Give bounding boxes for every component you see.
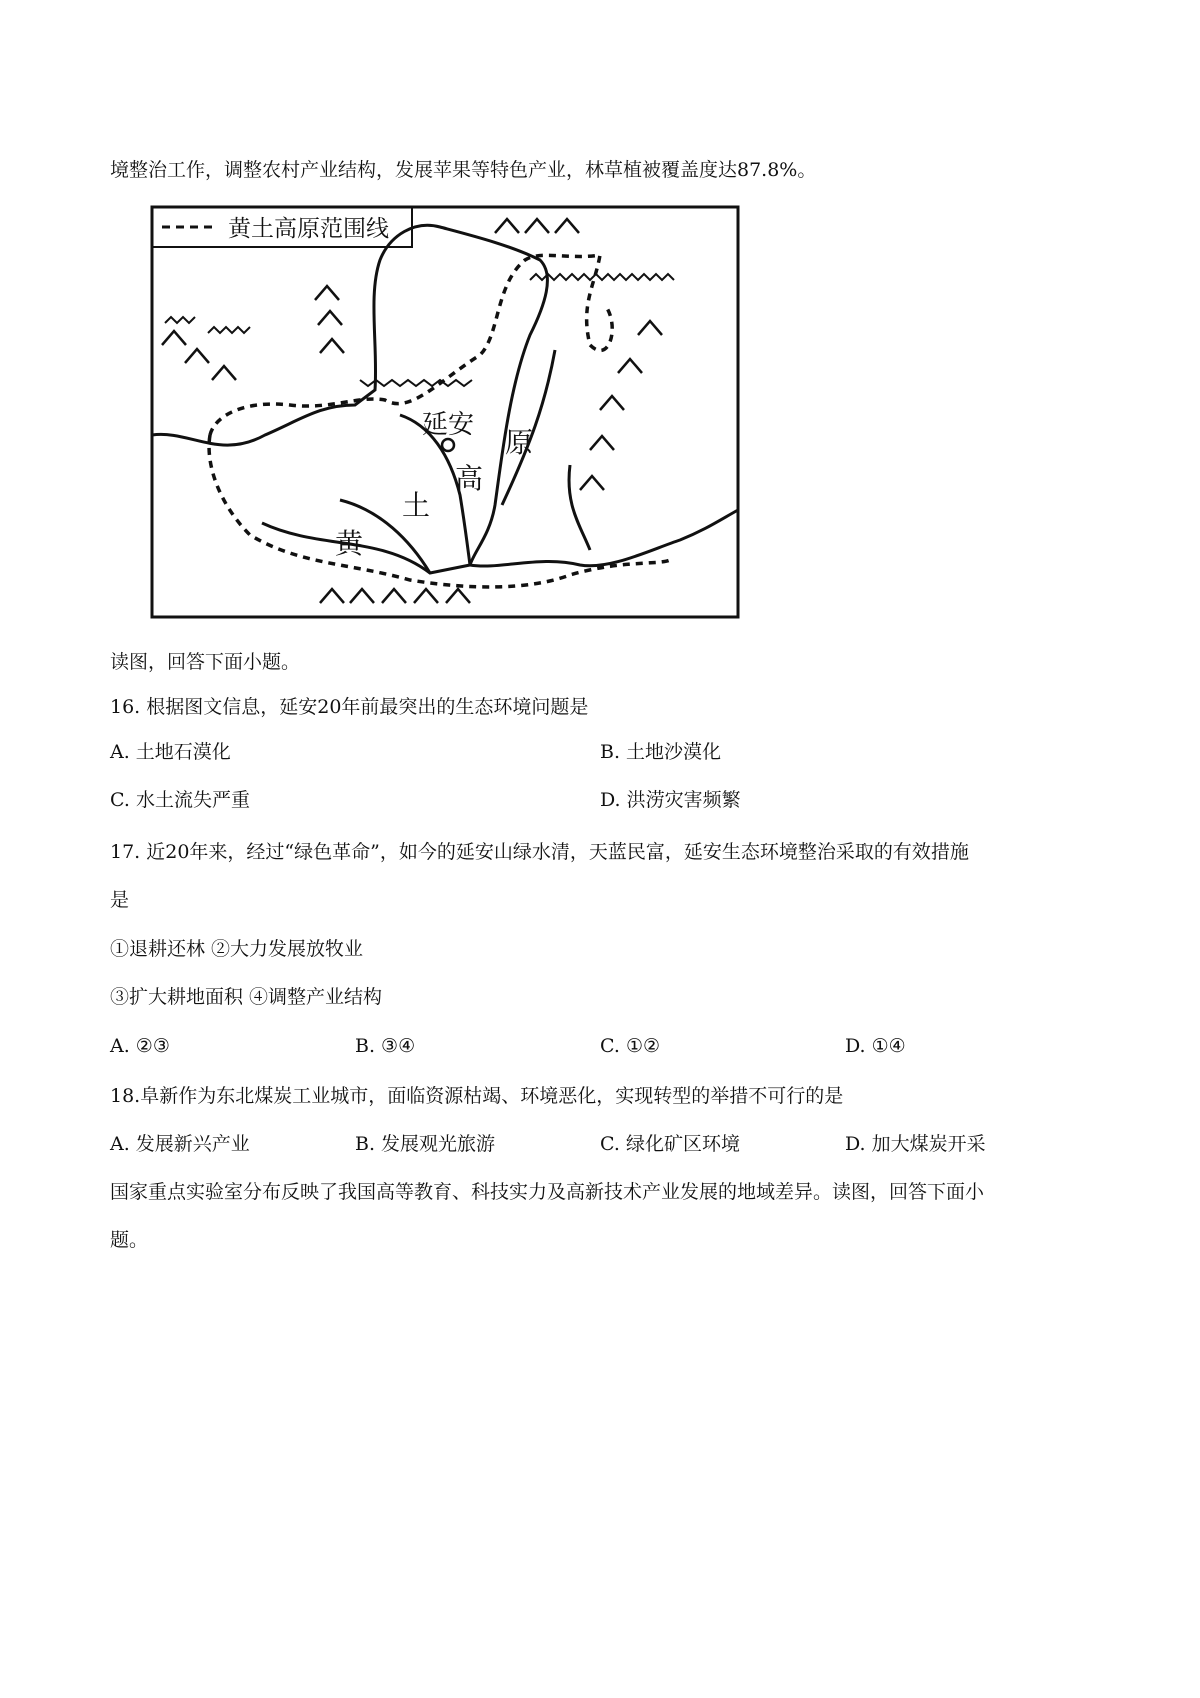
- q18-stem: 18.阜新作为东北煤炭工业城市，面临资源枯竭、环境恶化，实现转型的举措不可行的是: [110, 1085, 844, 1107]
- region-char-yuan: 原: [505, 426, 534, 459]
- q17-items-line1: ①退耕还林 ②大力发展放牧业: [110, 938, 364, 960]
- q18-option-b: B. 发展观光旅游: [355, 1133, 496, 1155]
- q17-option-d: D. ①④: [845, 1035, 906, 1057]
- q18-option-a: A. 发展新兴产业: [110, 1133, 250, 1155]
- region-char-tu: 土: [402, 489, 431, 522]
- outro-line2: 题。: [110, 1229, 149, 1251]
- q17-option-c: C. ①②: [600, 1035, 661, 1057]
- q17-stem-line1: 17. 近20年来，经过“绿色革命”，如今的延安山绿水清，天蓝民富，延安生态环境整治采取的有效措施: [110, 841, 969, 863]
- q16-option-b: B. 土地沙漠化: [600, 741, 722, 763]
- region-char-huang: 黄: [335, 527, 364, 560]
- q17-items-line2: ③扩大耕地面积 ④调整产业结构: [110, 986, 383, 1008]
- yanan-marker: [442, 439, 454, 451]
- q17-option-a: A. ②③: [110, 1035, 170, 1057]
- q17-option-b: B. ③④: [355, 1035, 416, 1057]
- outro-line1: 国家重点实验室分布反映了我国高等教育、科技实力及高新技术产业发展的地域差异。读图，回答下面小: [110, 1181, 985, 1203]
- prompt-read-map: 读图，回答下面小题。: [110, 651, 301, 673]
- q16-stem: 16. 根据图文信息，延安20年前最突出的生态环境问题是: [110, 696, 589, 718]
- city-label-yanan: 延安: [422, 410, 475, 440]
- q16-option-c: C. 水土流失严重: [110, 789, 250, 811]
- loess-plateau-map: [150, 205, 740, 619]
- q16-option-d: D. 洪涝灾害频繁: [600, 789, 741, 811]
- q18-option-c: C. 绿化矿区环境: [600, 1133, 740, 1155]
- region-char-gao: 高: [455, 462, 484, 495]
- q17-stem-line2: 是: [110, 889, 130, 911]
- intro-text: 境整治工作，调整农村产业结构，发展苹果等特色产业，林草植被覆盖度达87.8%。: [110, 159, 817, 181]
- q16-option-a: A. 土地石漠化: [110, 741, 231, 763]
- q18-option-d: D. 加大煤炭开采: [845, 1133, 986, 1155]
- legend-label: 黄土高原范围线: [228, 216, 389, 242]
